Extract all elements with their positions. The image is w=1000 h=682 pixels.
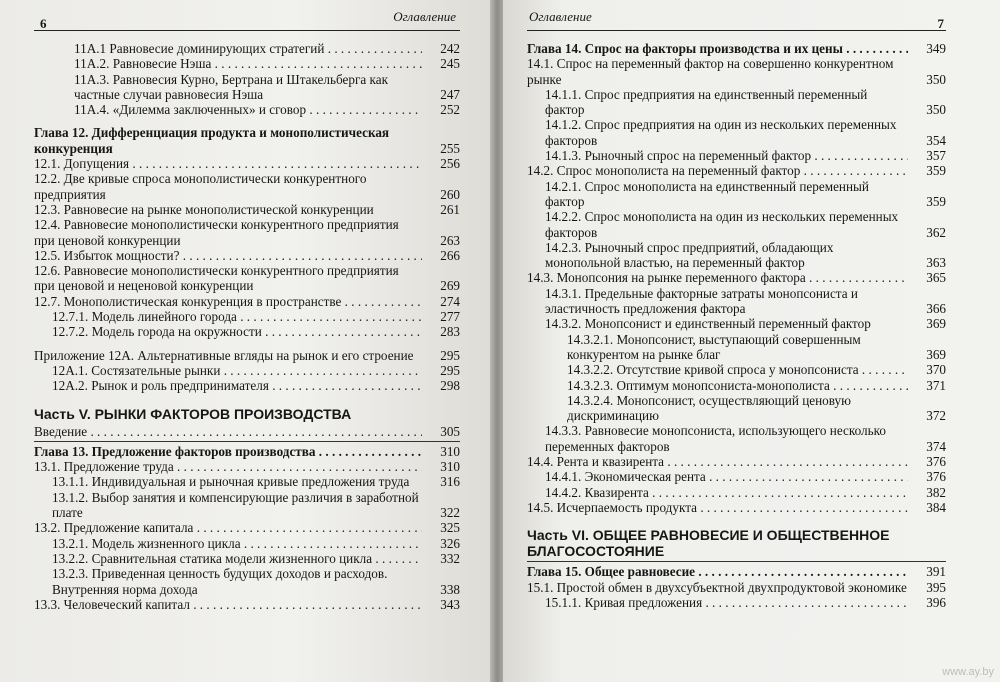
toc-entry-page: 261 [440, 201, 460, 217]
toc-entry-title: Введение . . . [34, 424, 422, 439]
toc-entry-page: 322 [440, 505, 460, 521]
toc-entry-page: 274 [440, 293, 460, 309]
toc-entry[interactable] [34, 424, 460, 439]
toc-chapter-entry[interactable] [34, 444, 460, 459]
toc-entry[interactable] [527, 87, 946, 118]
toc-entry-page: 369 [926, 316, 946, 332]
toc-entry-page: 382 [926, 484, 946, 500]
toc-entry-title: 12.2. Две кривые спроса монополистически конкурентного предприятия [34, 171, 367, 202]
toc-entry[interactable] [34, 490, 460, 521]
toc-entry-page: 396 [926, 594, 946, 610]
toc-entry[interactable] [34, 551, 460, 566]
toc-entry-title: 14.3.3. Равновесие монопсониста, использующего несколько переменных факторов [545, 423, 886, 454]
toc-entry[interactable] [34, 102, 460, 117]
toc-entry-page: 295 [440, 362, 460, 378]
toc-entry[interactable] [527, 56, 946, 87]
toc-entry[interactable] [527, 469, 946, 484]
toc-entry-page: 316 [440, 474, 460, 490]
toc-entry[interactable] [34, 263, 460, 294]
toc-entry-page: 332 [440, 550, 460, 566]
toc-entry-title: 11А.4. «Дилемма заключенных» и сговор . . . [74, 102, 422, 117]
toc-entry[interactable] [527, 179, 946, 210]
toc-entry[interactable] [527, 362, 946, 377]
left-running-title: Оглавление [393, 9, 456, 24]
toc-entry-title: 12А.2. Рынок и роль предпринимателя . . . [52, 378, 422, 393]
toc-entry-page: 269 [440, 278, 460, 294]
toc-entry-page: 366 [926, 301, 946, 317]
right-page [503, 0, 1000, 682]
toc-entry-page: 395 [926, 579, 946, 595]
toc-entry[interactable] [527, 209, 946, 240]
toc-entry-title: 12.7.2. Модель города на окружности . . . [52, 324, 422, 339]
toc-entry-page: 369 [926, 346, 946, 362]
toc-entry[interactable] [527, 485, 946, 500]
toc-entry-page: 374 [926, 438, 946, 454]
toc-part-heading: Часть V. РЫНКИ ФАКТОРОВ ПРОИЗВОДСТВА [34, 405, 352, 422]
toc-entry[interactable] [527, 270, 946, 285]
toc-entry-title: 14.4.2. Квазирента . . . [545, 485, 908, 500]
toc-entry-title: 11А.1 Равновесие доминирующих стратегий . . . [74, 41, 422, 56]
toc-entry-page: 357 [926, 148, 946, 164]
toc-entry-title: 13.3. Человеческий капитал . . . [34, 597, 422, 612]
toc-entry[interactable] [527, 286, 946, 317]
toc-entry-title: 13.2.3. Приведенная ценность будущих доходов и расходов. Внутренняя норма дохода [52, 566, 388, 597]
toc-entry-title: 12.5. Избыток мощности? . . . [34, 248, 422, 263]
toc-entry-page: 277 [440, 309, 460, 325]
toc-entry-page: 260 [440, 186, 460, 202]
toc-entry[interactable] [34, 378, 460, 393]
toc-entry-title: 14.5. Исчерпаемость продукта . . . [527, 500, 908, 515]
toc-entry[interactable] [527, 316, 946, 331]
left-page [0, 0, 492, 682]
toc-entry[interactable] [527, 240, 946, 271]
toc-entry-page: 371 [926, 377, 946, 393]
toc-entry-page: 252 [440, 102, 460, 118]
toc-entry-title: 14.3.1. Предельные факторные затраты монопсониста и эластичность предложения фактора [545, 285, 858, 317]
toc-entry[interactable] [34, 171, 460, 202]
toc-entry-title: 12А.1. Состязательные рынки . . . [52, 363, 422, 378]
toc-chapter-entry[interactable] [34, 125, 460, 156]
toc-entry-page: 283 [440, 324, 460, 340]
toc-entry-page: 325 [440, 520, 460, 536]
toc-entry-page: 263 [440, 232, 460, 248]
toc-spacer [34, 340, 460, 348]
toc-entry-title: 12.1. Допущения . . . [34, 156, 422, 171]
toc-entry-title: 11А.2. Равновесие Нэша . . . [74, 56, 422, 71]
toc-entry-page: 256 [440, 156, 460, 172]
toc-spacer [34, 117, 460, 125]
toc-entry-page: 350 [926, 71, 946, 87]
toc-entry-title: 11А.3. Равновесия Курно, Бертрана и Штакельберга как частные случаи равновесия Нэша [74, 71, 389, 102]
toc-entry-title: 13.2.1. Модель жизненного цикла . . . [52, 536, 422, 551]
toc-entry[interactable] [34, 536, 460, 551]
toc-entry[interactable] [527, 148, 946, 163]
toc-entry-title: 14.3.2.1. Монопсонист, выступающий совершенным конкурентом на рынке благ [567, 331, 861, 362]
toc-entry-page: 359 [926, 163, 946, 179]
toc-entry[interactable] [527, 500, 946, 515]
toc-entry-title: 12.7. Монополистическая конкуренция в пространстве . . . [34, 294, 422, 309]
toc-entry-page: 350 [926, 102, 946, 118]
toc-entry[interactable] [527, 454, 946, 469]
toc-entry-page: 298 [440, 378, 460, 394]
toc-entry-page: 295 [440, 347, 460, 363]
toc-entry[interactable] [34, 474, 460, 489]
toc-entry[interactable] [34, 566, 460, 597]
toc-entry[interactable] [527, 117, 946, 148]
toc-entry[interactable] [34, 459, 460, 474]
toc-divider [34, 441, 460, 442]
toc-entry-title: 14.2.2. Спрос монополиста на один из нескольких переменных факторов [545, 209, 899, 240]
toc-entry-title: 14.1.1. Спрос предприятия на единственный переменный фактор [545, 86, 868, 118]
right-running-title: Оглавление [529, 9, 592, 24]
toc-entry-title: 14.3.2.4. Монопсонист, осуществляющий ценовую дискриминацию [567, 392, 851, 424]
toc-divider [527, 561, 946, 562]
toc-entry[interactable] [34, 363, 460, 378]
toc-entry[interactable] [34, 217, 460, 248]
left-page-number: 6 [40, 16, 47, 31]
toc-entry-title: 14.4.1. Экономическая рента . . . [545, 469, 908, 484]
toc-entry-title: 15.1.1. Кривая предложения . . . [545, 595, 908, 610]
toc-entry-page: 376 [926, 469, 946, 485]
toc-part-heading: Часть VI. ОБЩЕЕ РАВНОВЕСИЕ И ОБЩЕСТВЕННОЕ БЛАГОСОСТОЯНИЕ [527, 527, 890, 560]
toc-entry-title: 14.4. Рента и квазирента . . . [527, 454, 908, 469]
toc-entry-title: Глава 15. Общее равновесие . . . [527, 564, 908, 579]
toc-entry[interactable] [34, 248, 460, 263]
right-page-header [527, 0, 946, 31]
toc-entry[interactable] [34, 294, 460, 309]
toc-entry-page: 242 [440, 41, 460, 56]
toc-entry-page: 343 [440, 596, 460, 612]
toc-entry[interactable] [34, 56, 460, 71]
toc-entry[interactable] [527, 393, 946, 424]
toc-entry-title: 14.3.2. Монопсонист и единственный переменный фактор [545, 316, 871, 332]
right-toc [527, 41, 946, 610]
toc-entry-title: 14.2. Спрос монополиста на переменный фактор . . . [527, 163, 908, 178]
toc-entry-title: 14.2.1. Спрос монополиста на единственный переменный фактор [545, 178, 869, 209]
toc-entry[interactable] [34, 520, 460, 535]
toc-entry-title: 14.3.2.2. Отсутствие кривой спроса у монопсониста . . . [567, 362, 908, 377]
toc-entry[interactable] [34, 348, 460, 363]
toc-entry-title: 12.7.1. Модель линейного города . . . [52, 309, 422, 324]
toc-entry-title: 13.1.1. Индивидуальная и рыночная кривые предложения труда [52, 474, 410, 490]
toc-entry-page: 384 [926, 499, 946, 515]
toc-entry-title: 14.1. Спрос на переменный фактор на совершенно конкурентном рынке [527, 56, 894, 87]
toc-entry-title: Глава 13. Предложение факторов производства . . . [34, 444, 422, 459]
toc-entry-page: 326 [440, 535, 460, 551]
left-toc [34, 41, 460, 612]
toc-entry-title: 15.1. Простой обмен в двухсубъектной двухпродуктовой экономике [527, 579, 907, 595]
toc-entry-title: 14.3.2.3. Оптимум монопсониста-монополиста . . . [567, 378, 908, 393]
toc-entry[interactable] [34, 41, 460, 56]
left-page-header [34, 0, 460, 31]
toc-entry-page: 391 [926, 564, 946, 580]
toc-entry[interactable] [34, 156, 460, 171]
toc-entry[interactable] [527, 580, 946, 595]
toc-entry[interactable] [34, 202, 460, 217]
toc-entry-title: 13.2.2. Сравнительная статика модели жизненного цикла . . . [52, 551, 422, 566]
toc-entry-page: 338 [440, 581, 460, 597]
watermark: www.ay.by [942, 666, 994, 678]
toc-entry-page: 305 [440, 423, 460, 439]
toc-entry[interactable] [527, 595, 946, 610]
toc-entry-title: 13.1. Предложение труда . . . [34, 459, 422, 474]
toc-entry[interactable] [34, 324, 460, 339]
toc-chapter-entry[interactable] [527, 41, 946, 56]
toc-entry-title: Глава 14. Спрос на факторы производства и их цены . . . [527, 41, 908, 56]
toc-entry[interactable] [527, 378, 946, 393]
toc-entry-title: 12.4. Равновесие монополистически конкурентного предприятия при ценовой конкуренции [34, 217, 399, 248]
toc-entry-page: 362 [926, 224, 946, 240]
toc-entry-page: 372 [926, 408, 946, 424]
toc-entry-page: 245 [440, 56, 460, 72]
toc-entry-title: Приложение 12А. Альтернативные вгляды на рынок и его строение [34, 347, 414, 363]
toc-entry-title: 14.1.2. Спрос предприятия на один из нескольких переменных факторов [545, 117, 897, 148]
toc-entry-title: 12.6. Равновесие монополистически конкурентного предприятия при ценовой и неценовой конкуренции [34, 263, 399, 294]
toc-entry-title: 14.3. Монопсония на рынке переменного фактора . . . [527, 270, 908, 285]
toc-entry-page: 310 [440, 443, 460, 459]
toc-entry-title: Глава 12. Дифференциация продукта и монополистическая конкуренция [34, 125, 390, 156]
toc-entry[interactable] [527, 163, 946, 178]
toc-entry-page: 363 [926, 255, 946, 271]
toc-entry-title: 14.2.3. Рыночный спрос предприятий, обладающих монопольной властью, на переменный фактор [545, 239, 834, 271]
toc-entry-page: 310 [440, 459, 460, 475]
toc-entry-title: 13.1.2. Выбор занятия и компенсирующие различия в заработной плате [52, 489, 419, 521]
right-page-number: 7 [937, 16, 944, 31]
toc-entry-page: 255 [440, 140, 460, 156]
toc-entry[interactable] [34, 597, 460, 612]
toc-entry[interactable] [527, 423, 946, 454]
toc-entry-page: 359 [926, 193, 946, 209]
toc-entry-page: 370 [926, 362, 946, 378]
toc-entry-page: 266 [440, 247, 460, 263]
toc-entry-page: 247 [440, 86, 460, 102]
toc-entry[interactable] [34, 72, 460, 103]
toc-entry-title: 12.3. Равновесие на рынке монополистической конкуренции [34, 201, 374, 217]
toc-chapter-entry[interactable] [527, 564, 946, 579]
toc-entry[interactable] [34, 309, 460, 324]
toc-entry[interactable] [527, 332, 946, 363]
toc-entry-page: 354 [926, 132, 946, 148]
toc-entry-title: 13.2. Предложение капитала . . . [34, 520, 422, 535]
toc-entry-page: 376 [926, 454, 946, 470]
toc-entry-page: 365 [926, 270, 946, 286]
toc-entry-title: 14.1.3. Рыночный спрос на переменный фактор . . . [545, 148, 908, 163]
toc-entry-page: 349 [926, 41, 946, 56]
